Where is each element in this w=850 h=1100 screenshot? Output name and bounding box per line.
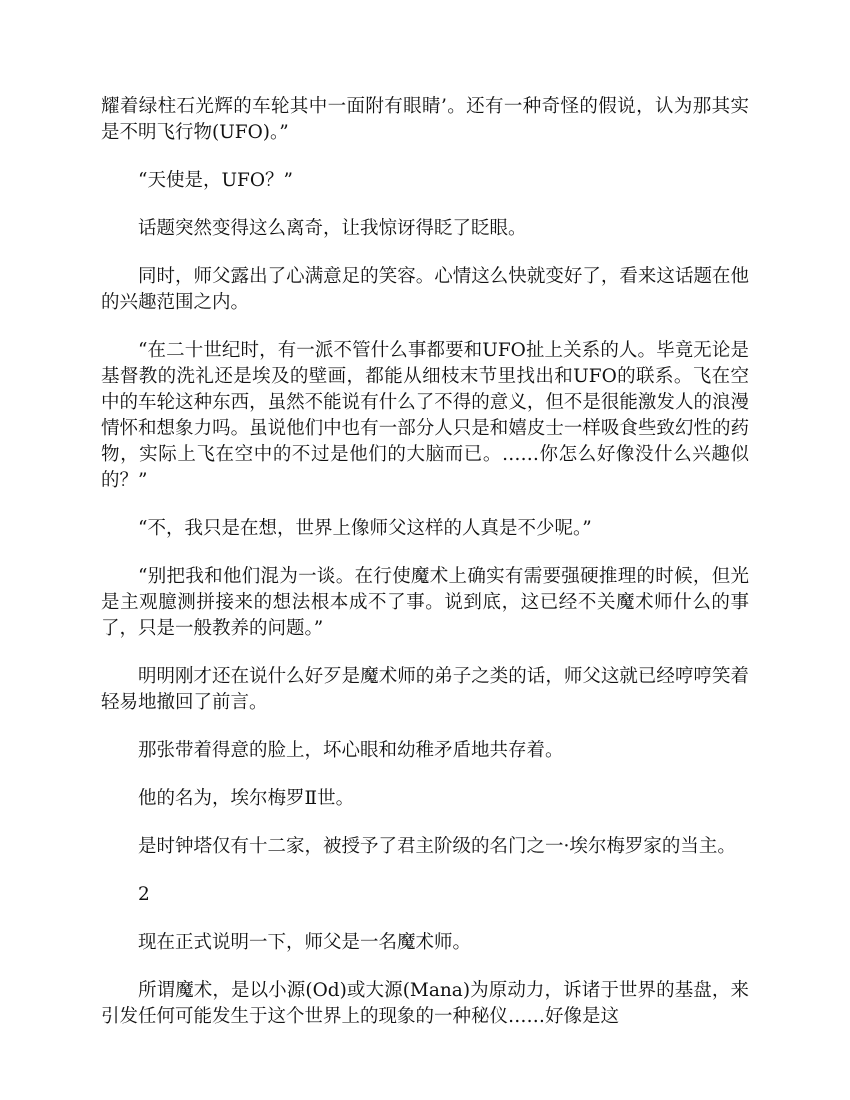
- section-number: 2: [138, 884, 150, 905]
- paragraph-11: 是时钟塔仅有十二家，被授予了君主阶级的名门之一·埃尔梅罗家的当主。: [138, 836, 736, 857]
- paragraph-9: 那张带着得意的脸上，坏心眼和幼稚矛盾地共存着。: [138, 740, 564, 761]
- paragraph-5: “在二十世纪时，有一派不管什么事都要和UFO扯上关系的人。毕竟无论是基督教的洗礼还是埃及的壁画，都能从细枝末节里找出和UFO的联系。飞在空中的车轮这种东西，虽然不能说有什么了不得的意义，但不是很能激发人的浪漫情怀和想象力吗。虽说他们中也有一部分人只是和嬉皮士一样吸食些致幻性的药物，实际上飞在空中的不过是他们的大脑而已。……你怎么好像没什么兴趣似的？”: [101, 340, 749, 491]
- paragraph-3: 话题突然变得这么离奇，让我惊讶得眨了眨眼。: [138, 218, 527, 239]
- paragraph-14: 所谓魔术，是以小源(Od)或大源(Mana)为原动力，诉诸于世界的基盘，来引发任何可能发生于这个世界上的现象的一种秘仪……好像是这: [101, 980, 749, 1027]
- paragraph-8: 明明刚才还在说什么好歹是魔术师的弟子之类的话，师父这就已经哼哼笑着轻易地撤回了前言。: [101, 666, 749, 713]
- paragraph-7: “别把我和他们混为一谈。在行使魔术上确实有需要强硬推理的时候，但光是主观臆测拼接来的想法根本成不了事。说到底，这已经不关魔术师什么的事了，只是一般教养的问题。”: [101, 566, 749, 639]
- document-page: [101, 94, 749, 1052]
- paragraph-2: “天使是，UFO？”: [138, 170, 294, 191]
- paragraph-13: 现在正式说明一下，师父是一名魔术师。: [138, 932, 472, 953]
- paragraph-4: 同时，师父露出了心满意足的笑容。心情这么快就变好了，看来这话题在他的兴趣范围之内。: [101, 266, 749, 313]
- paragraph-10: 他的名为，埃尔梅罗Ⅱ世。: [138, 788, 355, 809]
- paragraph-6: “不，我只是在想，世界上像师父这样的人真是不少呢。”: [138, 518, 592, 539]
- paragraph-1: 耀着绿柱石光辉的车轮其中一面附有眼睛’。还有一种奇怪的假说，认为那其实是不明飞行物(UFO)。”: [101, 96, 749, 143]
